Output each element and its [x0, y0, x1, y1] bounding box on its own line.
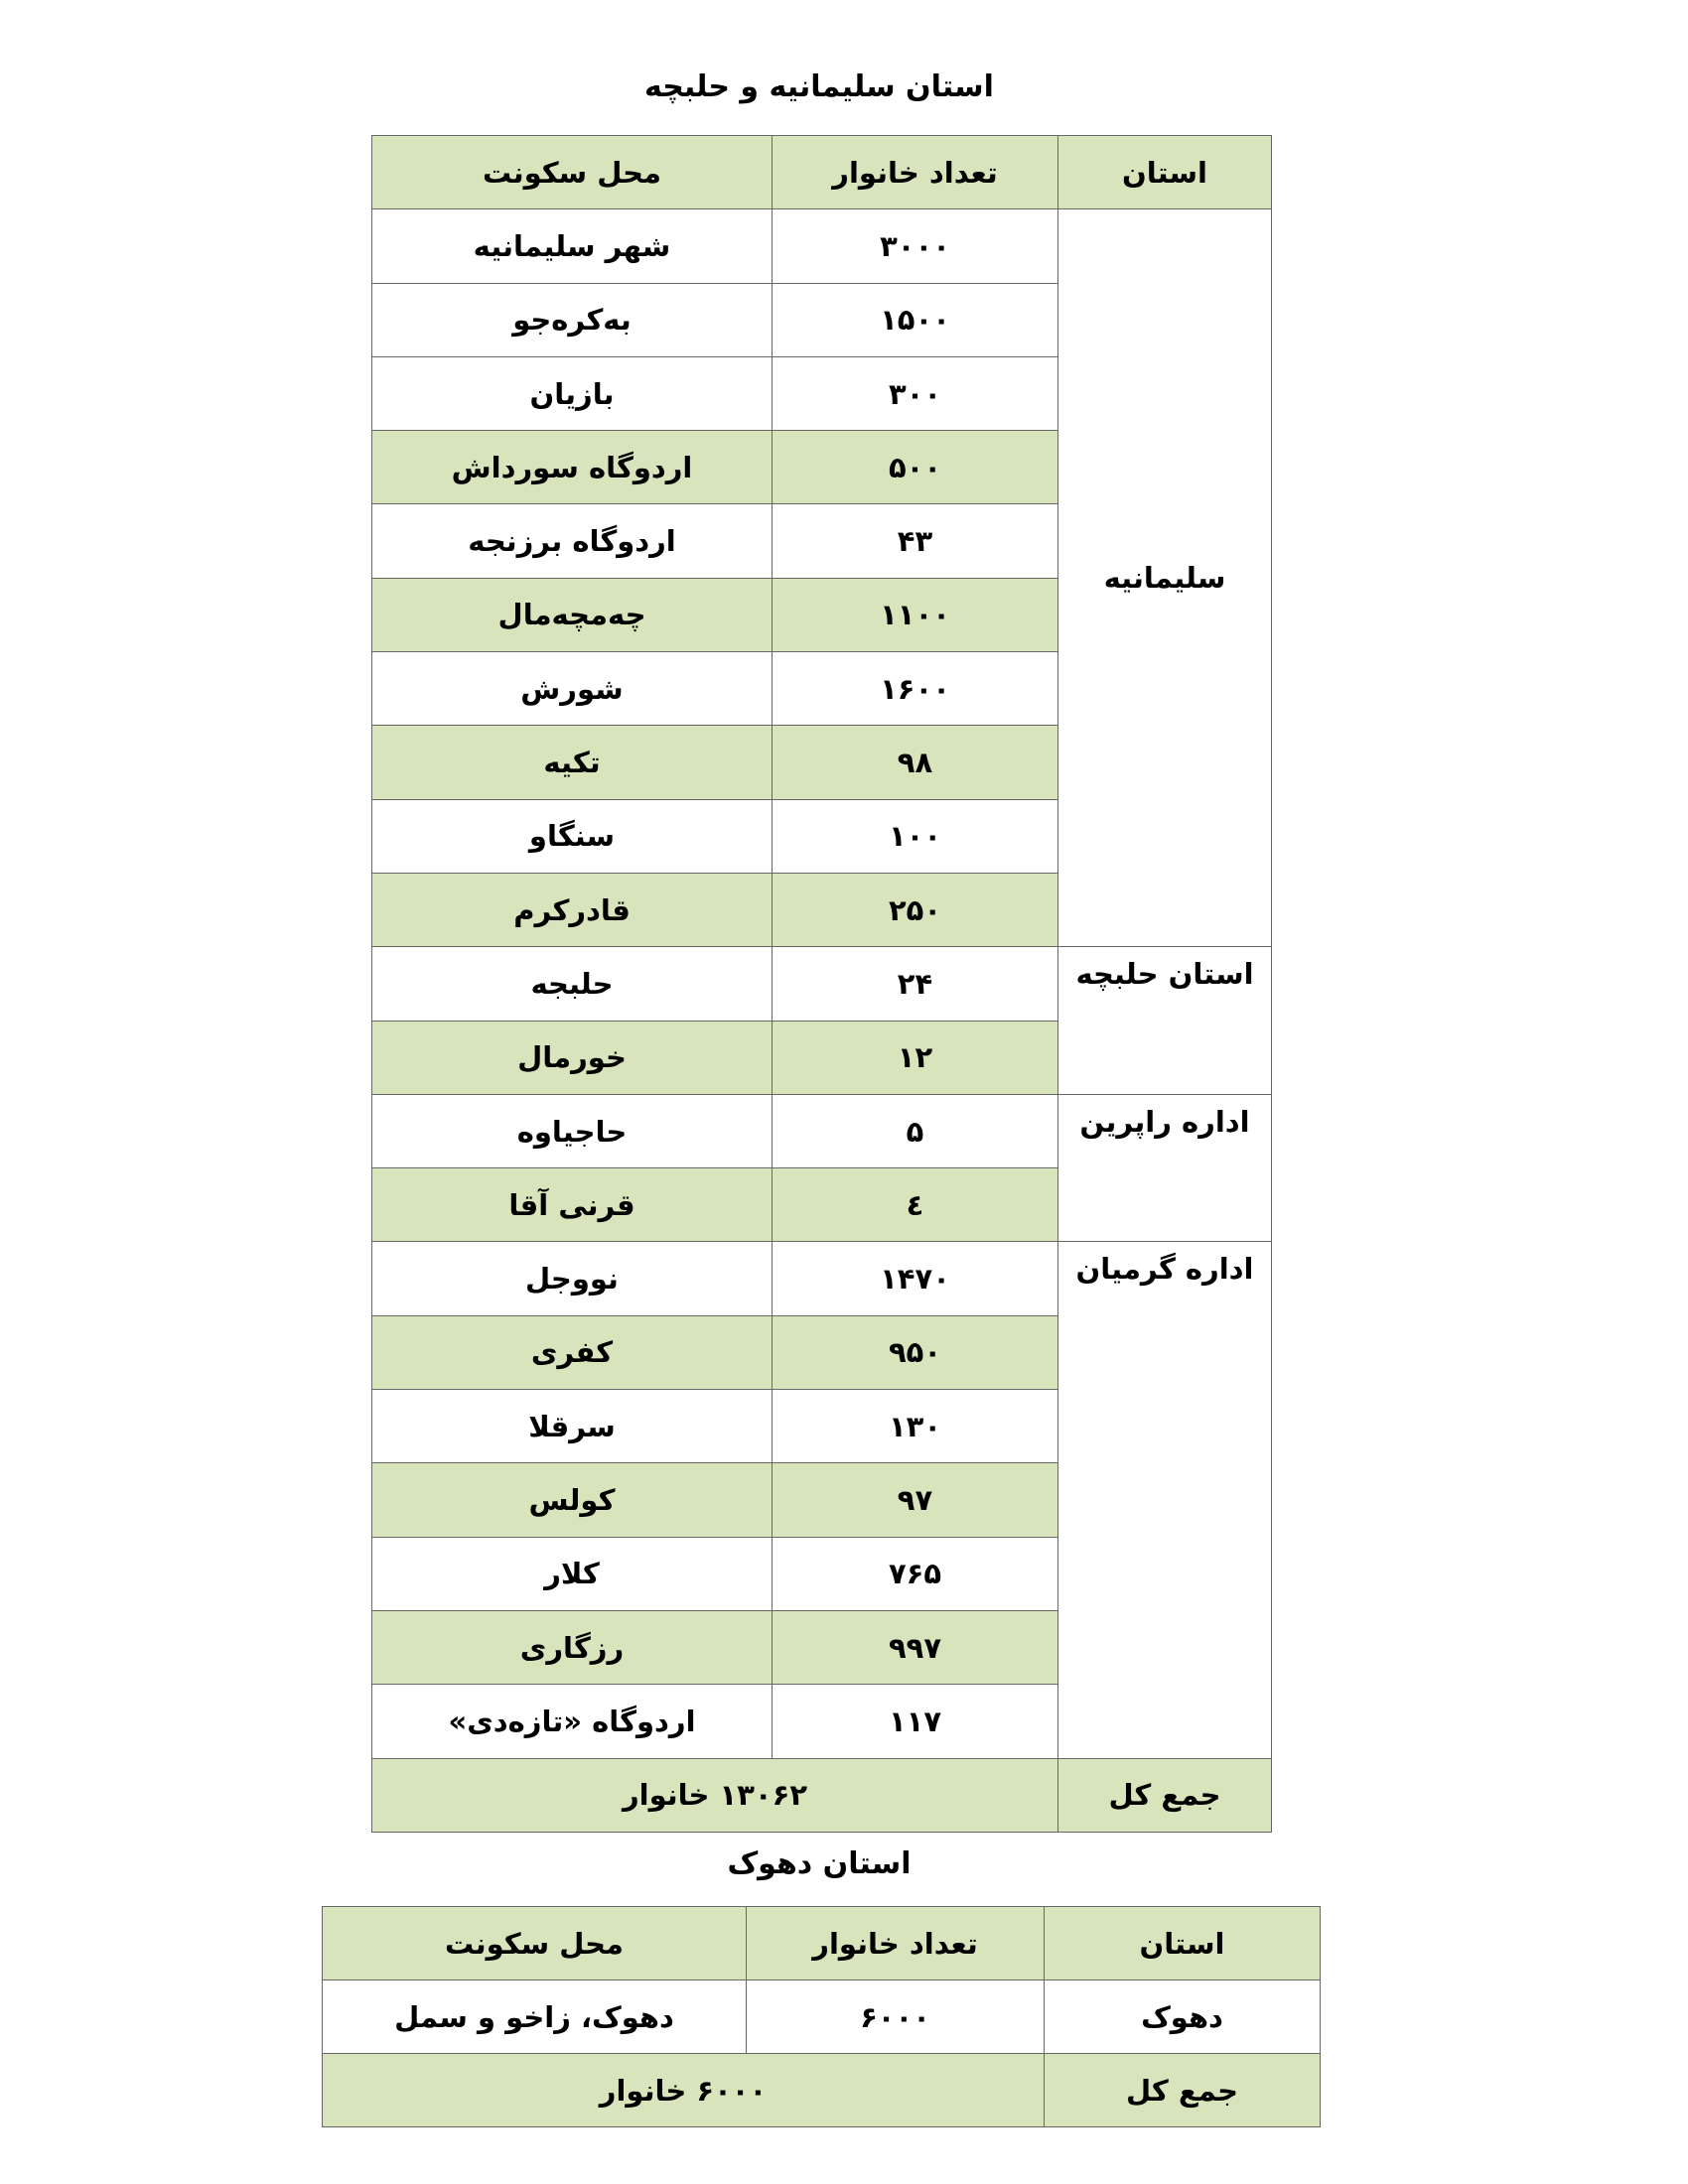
total-label: جمع کل	[1045, 2054, 1321, 2127]
header-province: استان	[1058, 136, 1272, 209]
table-row	[372, 1242, 1272, 1315]
household-count-cell: ۹۸	[773, 726, 1058, 799]
location-cell: بەکرەجو	[372, 283, 773, 356]
household-count-cell: ۱۱۰۰	[773, 578, 1058, 651]
location-cell: اردوگاه «تازەدی»	[372, 1685, 773, 1758]
location-cell: سنگاو	[372, 799, 773, 873]
header-household-count: تعداد خانوار	[773, 136, 1058, 209]
household-count-cell: ۱۴۷۰	[773, 1242, 1058, 1315]
household-count-cell: ۳۰۰	[773, 356, 1058, 430]
location-cell: چەمچەمال	[372, 578, 773, 651]
location-cell: دهوک، زاخو و سمل	[323, 1980, 747, 2054]
location-cell: اردوگاه سورداش	[372, 431, 773, 504]
table-row	[323, 1980, 1321, 2054]
household-count-cell: ۴۳	[773, 504, 1058, 578]
location-cell: شورش	[372, 652, 773, 726]
household-count-cell: ۱۶۰۰	[773, 652, 1058, 726]
location-cell: حلبجه	[372, 947, 773, 1021]
household-count-cell: ۱۰۰	[773, 799, 1058, 873]
household-count-cell: ٤	[773, 1168, 1058, 1242]
header-household-count: تعداد خانوار	[747, 1907, 1045, 1980]
province-cell: اداره راپرین	[1058, 1094, 1272, 1242]
total-row	[372, 1758, 1272, 1832]
location-cell: نووجل	[372, 1242, 773, 1315]
table-row	[372, 947, 1272, 1021]
location-cell: قادرکرم	[372, 873, 773, 946]
province-cell: دهوک	[1045, 1980, 1321, 2054]
location-cell: کلار	[372, 1537, 773, 1610]
location-cell: اردوگاه برزنجه	[372, 504, 773, 578]
location-cell: سرقلا	[372, 1390, 773, 1463]
location-cell: رزگاری	[372, 1610, 773, 1684]
sulaymaniyah-halabja-table	[371, 135, 1272, 1833]
household-count-cell: ۶۰۰۰	[747, 1980, 1045, 2054]
household-count-cell: ۹۵۰	[773, 1315, 1058, 1389]
duhok-table	[322, 1906, 1321, 2127]
header-location: محل سکونت	[372, 136, 773, 209]
location-cell: کولس	[372, 1463, 773, 1537]
household-count-cell: ۳۰۰۰	[773, 209, 1058, 283]
total-value: ۱۳۰۶۲ خانوار	[372, 1758, 1058, 1832]
household-count-cell: ۱۵۰۰	[773, 283, 1058, 356]
household-count-cell: ۹۹۷	[773, 1610, 1058, 1684]
table-header-row	[372, 136, 1272, 209]
location-cell: بازیان	[372, 356, 773, 430]
location-cell: خورمال	[372, 1021, 773, 1094]
total-value: ۶۰۰۰ خانوار	[323, 2054, 1045, 2127]
header-location: محل سکونت	[323, 1907, 747, 1980]
household-count-cell: ۲۴	[773, 947, 1058, 1021]
province-cell: استان حلبچه	[1058, 947, 1272, 1095]
page-title-sulaymaniyah-halabja: استان سلیمانیه و حلبچه	[644, 69, 994, 104]
household-count-cell: ۲۵۰	[773, 873, 1058, 946]
location-cell: کفری	[372, 1315, 773, 1389]
location-cell: قرنی آقا	[372, 1168, 773, 1242]
household-count-cell: ۱۱۷	[773, 1685, 1058, 1758]
province-cell: سلیمانیه	[1058, 209, 1272, 947]
household-count-cell: ۹۷	[773, 1463, 1058, 1537]
table-row	[372, 209, 1272, 283]
location-cell: تکیه	[372, 726, 773, 799]
household-count-cell: ۷۶۵	[773, 1537, 1058, 1610]
section-title-duhok: استان دهوک	[727, 1846, 912, 1881]
header-province: استان	[1045, 1907, 1321, 1980]
household-count-cell: ۱۲	[773, 1021, 1058, 1094]
household-count-cell: ۱۳۰	[773, 1390, 1058, 1463]
total-label: جمع کل	[1058, 1758, 1272, 1832]
location-cell: حاجیاوه	[372, 1094, 773, 1167]
province-cell: اداره گرمیان	[1058, 1242, 1272, 1758]
table-header-row	[323, 1907, 1321, 1980]
household-count-cell: ۵	[773, 1094, 1058, 1167]
location-cell: شهر سلیمانیه	[372, 209, 773, 283]
household-count-cell: ۵۰۰	[773, 431, 1058, 504]
total-row	[323, 2054, 1321, 2127]
table-row	[372, 1094, 1272, 1167]
